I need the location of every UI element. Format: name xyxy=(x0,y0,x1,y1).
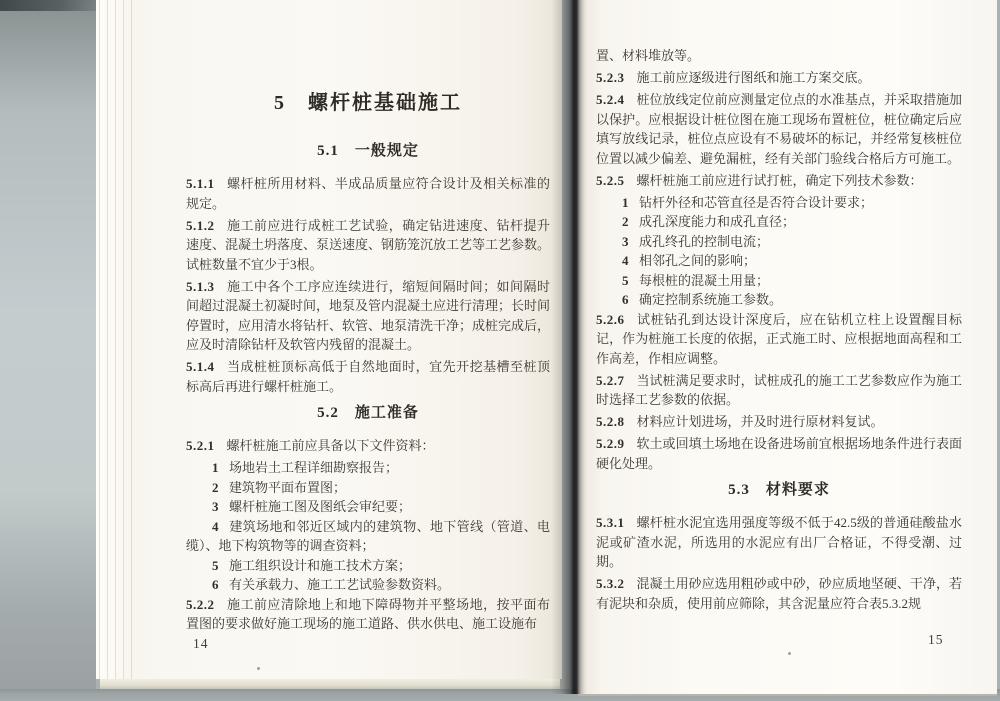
clause-paragraph: 5.1.1 螺杆桩所用材料、半成品质量应符合设计及相关标准的规定。 xyxy=(186,176,550,211)
clause-paragraph: 5.2.7 当试桩满足要求时，试桩成孔的施工工艺参数应作为施工时选择工艺参数的依据。 xyxy=(596,372,962,407)
clause-number: 5.3.2 xyxy=(596,576,625,591)
page-number-left: 14 xyxy=(193,636,209,651)
clause-paragraph: 5.2.2 施工前应清除地上和地下障碍物并平整场地，按平面布置图的要求做好施工现场的施工道路、供水供电、施工设施布 xyxy=(186,596,550,631)
clause-number: 5.2.5 xyxy=(596,172,625,188)
clause-number: 3 xyxy=(212,499,219,514)
clause-number: 5.1.4 xyxy=(186,359,215,374)
numbered-list-item: 2 成孔深度能力和成孔直径； xyxy=(622,214,796,229)
clause-number: 2 xyxy=(622,214,629,229)
clause-number: 5.2.1 xyxy=(186,438,215,453)
clause-paragraph: 5.3.1 螺杆桩水泥宜选用强度等级不低于42.5级的普通硅酸盐水泥或矿渣水泥，所选用的水泥应有出厂合格证，不得受潮、过期。 xyxy=(596,515,962,569)
scanner-bed-left xyxy=(0,0,96,701)
clause-number: 5.2.3 xyxy=(596,70,625,85)
clause-number: 1 xyxy=(212,460,219,475)
chapter-heading: 5 螺杆桩基础施工 xyxy=(274,92,462,114)
continuation-paragraph: 置、材料堆放等。 xyxy=(596,48,701,63)
clause-number: 5 xyxy=(622,272,629,288)
clause-number: 6 xyxy=(212,577,219,592)
clause-paragraph: 5.2.5 螺杆桩施工前应进行试打桩，确定下列技术参数： xyxy=(596,172,923,188)
clause-number: 5.2.8 xyxy=(596,414,625,429)
clause-number: 4 xyxy=(622,253,629,268)
clause-number: 5 xyxy=(212,557,219,573)
page-edge-stack xyxy=(96,0,138,679)
clause-paragraph: 5.2.6 试桩钻孔到达设计深度后，应在钻机立柱上设置醒目标记，作为桩施工长度的依据，正式施工时、应根据地面高程和工作高差，作相应调整。 xyxy=(596,311,962,366)
clause-number: 3 xyxy=(622,233,629,249)
clause-number: 5.2.7 xyxy=(596,372,625,388)
clause-number: 5.2.2 xyxy=(186,596,215,612)
left-page xyxy=(96,0,562,681)
clause-number: 5.3.1 xyxy=(596,515,625,530)
clause-number: 5.2.9 xyxy=(596,436,625,451)
numbered-list-item: 3 成孔终孔的控制电流； xyxy=(622,233,770,249)
numbered-list-item: 5 施工组织设计和施工技术方案； xyxy=(212,557,412,573)
clause-paragraph: 5.2.3 施工前应逐级进行图纸和施工方案交底。 xyxy=(596,70,871,85)
clause-paragraph: 5.1.3 施工中各个工序应连续进行，缩短间隔时间；如间隔时间超过混凝土初凝时间，地泵及管内混凝土应进行清理；长时间停置时，应用清水将钻杆、软管、地泵清洗干净；成桩完成后，应及时清除钻杆及软管内残留的混凝土。 xyxy=(186,278,551,352)
clause-paragraph: 5.2.1 螺杆桩施工前应具备以下文件资料： xyxy=(186,438,435,453)
clause-number: 4 xyxy=(212,518,219,534)
clause-number: 5.1.3 xyxy=(186,278,215,294)
clause-paragraph: 5.1.2 施工前应进行成桩工艺试验，确定钻进速度、钻杆提升速度、混凝土坍落度、泵送速度、钢筋笼沉放工艺等工艺参数。试桩数量不宜少于3根。 xyxy=(186,217,551,272)
numbered-list-item: 1 场地岩土工程详细勘察报告； xyxy=(212,460,399,475)
numbered-list-item: 5 每根桩的混凝土用量； xyxy=(622,272,770,288)
right-page xyxy=(578,0,997,696)
clause-number: 6 xyxy=(622,292,629,307)
numbered-list-item: 6 确定控制系统施工参数。 xyxy=(622,292,783,307)
clause-number: 1 xyxy=(622,194,629,210)
page-number-right: 15 xyxy=(928,632,944,647)
clause-paragraph: 5.3.2 混凝土用砂应选用粗砂或中砂，砂应质地坚硬、干净，若有泥块和杂质，使用前应筛除，其含泥量应符合表5.3.2规 xyxy=(596,576,962,611)
clause-number: 5.1.1 xyxy=(186,176,215,191)
book-gutter-shadow xyxy=(551,0,587,694)
scan-speck xyxy=(257,667,260,670)
clause-paragraph: 5.2.8 材料应计划进场，并及时进行原材料复试。 xyxy=(596,414,884,429)
clause-number: 5.1.2 xyxy=(186,217,215,233)
left-page-text-column xyxy=(186,0,550,636)
clause-number: 5.2.4 xyxy=(596,92,625,107)
clause-number: 2 xyxy=(212,479,219,495)
numbered-list-item: 2 建筑物平面布置图； xyxy=(212,479,347,495)
numbered-list-item: 4 建筑场地和邻近区域内的建筑物、地下管线（管道、电缆）、地下构筑物等的调查资料； xyxy=(186,518,550,553)
scan-speck xyxy=(788,652,791,655)
section-heading: 5.1 一般规定 xyxy=(317,143,419,159)
clause-number: 5.2.6 xyxy=(596,311,625,327)
right-page-text-column xyxy=(596,0,962,616)
numbered-list-item: 4 相邻孔之间的影响； xyxy=(622,253,757,268)
clause-paragraph: 5.2.4 桩位放线定位前应测量定位点的水准基点，并采取措施加以保护。应根据设计桩位图在施工现场布置桩位，桩位确定后应填写放线记录，桩位点应设有不易破坏的标记，并经常复核桩位位置以减少偏差、避免漏桩，经有关部门验线合格后方可施工。 xyxy=(596,92,962,166)
numbered-list-item: 3 螺杆桩施工图及图纸会审纪要； xyxy=(212,499,412,514)
section-heading: 5.3 材料要求 xyxy=(728,482,830,498)
clause-paragraph: 5.1.4 当成桩桩顶标高低于自然地面时，宜先开挖基槽至桩顶标高后再进行螺杆桩施工。 xyxy=(186,359,550,394)
clause-paragraph: 5.2.9 软土或回填土场地在设备进场前宜根据场地条件进行表面硬化处理。 xyxy=(596,436,962,471)
numbered-list-item: 1 钻杆外径和芯管直径是否符合设计要求； xyxy=(622,194,874,210)
numbered-list-item: 6 有关承载力、施工工艺试验参数资料。 xyxy=(212,577,451,592)
left-page-bottom-edge xyxy=(100,679,560,689)
section-heading: 5.2 施工准备 xyxy=(317,405,419,421)
